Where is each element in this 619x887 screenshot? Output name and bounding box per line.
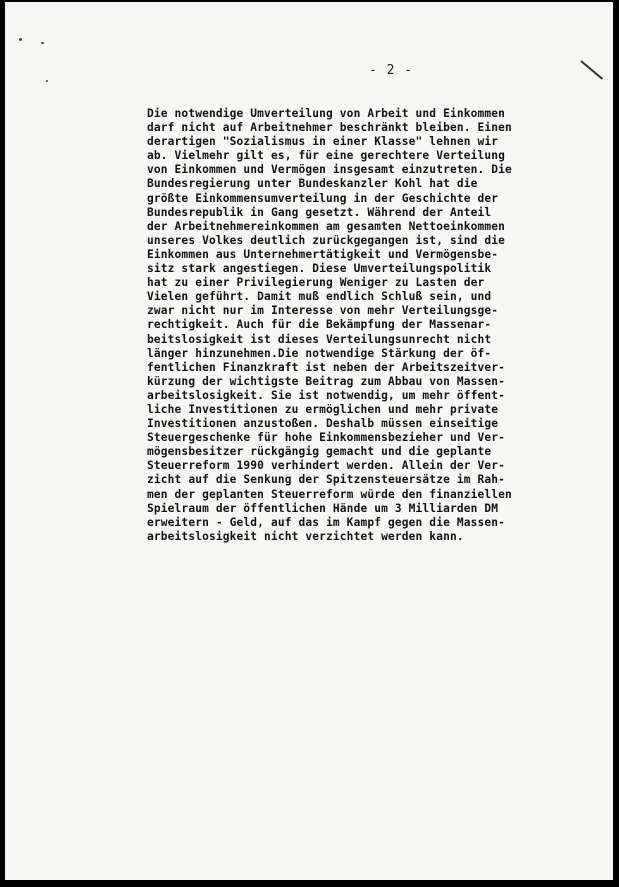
text-line: arbeitslosigkeit. Sie ist notwendig, um mehr öffent- [147, 388, 506, 402]
text-line: Steuerreform 1990 verhindert werden. Allein der Ver- [147, 459, 506, 473]
text-line: mögensbesitzer rückgängig gemacht und die geplante [147, 445, 492, 459]
text-line: erweitern - Geld, auf das im Kampf gegen die Massen- [147, 515, 506, 529]
text-line: darf nicht auf Arbeitnehmer beschränkt bleiben. Einen [147, 121, 512, 135]
text-line: Bundesregierung unter Bundeskanzler Kohl hat die [147, 177, 478, 191]
text-line: Steuergeschenke für hohe Einkommensbezieher und Ver- [147, 431, 506, 445]
scan-corner-mark [580, 60, 603, 80]
text-line: hat zu einer Privilegierung Weniger zu Lasten der [147, 276, 485, 290]
text-line: ab. Vielmehr gilt es, für eine gerechtere Verteilung [147, 149, 506, 163]
body-text [147, 107, 547, 544]
text-line: Bundesrepublik in Gang gesetzt. Während der Anteil [147, 205, 492, 219]
scan-speck [46, 80, 48, 82]
text-line: liche Investitionen zu ermöglichen und mehr private [147, 402, 499, 416]
text-line: Investitionen anzustoßen. Deshalb müssen einseitige [147, 417, 499, 431]
text-line: Die notwendige Umverteilung von Arbeit und Einkommen [147, 107, 506, 120]
text-line: fentlichen Finanzkraft ist neben der Arbeitszeitver- [147, 360, 506, 374]
document-page [5, 2, 613, 880]
text-line: zwar nicht nur im Interesse von mehr Verteilungsge- [147, 304, 499, 318]
text-line: unseres Volkes deutlich zurückgegangen ist, sind die [147, 233, 506, 247]
text-line: zicht auf die Senkung der Spitzensteuersätze im Rah- [147, 473, 506, 487]
scan-speck [41, 42, 44, 44]
text-line: arbeitslosigkeit nicht verzichtet werden kann. [147, 529, 464, 543]
page-number: - 2 - [369, 63, 414, 78]
text-line: länger hinzunehmen.Die notwendige Stärkung der öf- [147, 346, 492, 360]
text-line: Spielraum der öffentlichen Hände um 3 Milliarden DM [147, 501, 499, 515]
text-line: Vielen geführt. Damit muß endlich Schluß sein, und [147, 290, 492, 304]
text-line: der Arbeitnehmereinkommen am gesamten Nettoeinkommen [147, 219, 506, 233]
text-line: kürzung der wichtigste Beitrag zum Abbau von Massen- [147, 374, 506, 388]
text-line: von Einkommen und Vermögen insgesamt einzutreten. Die [147, 163, 512, 177]
text-line: derartigen "Sozialismus in einer Klasse" lehnen wir [147, 135, 499, 149]
text-line: sitz stark angestiegen. Diese Umverteilungspolitik [147, 262, 492, 276]
text-line: Einkommen aus Unternehmertätigkeit und Vermögensbe- [147, 247, 499, 261]
text-line: beitslosigkeit ist dieses Verteilungsunrecht nicht [147, 332, 492, 346]
scan-speck [19, 38, 22, 41]
text-line: größte Einkommensumverteilung in der Geschichte der [147, 191, 499, 205]
text-line: rechtigkeit. Auch für die Bekämpfung der Massenar- [147, 318, 492, 332]
text-line: men der geplanten Steuerreform würde den finanziellen [147, 487, 512, 501]
